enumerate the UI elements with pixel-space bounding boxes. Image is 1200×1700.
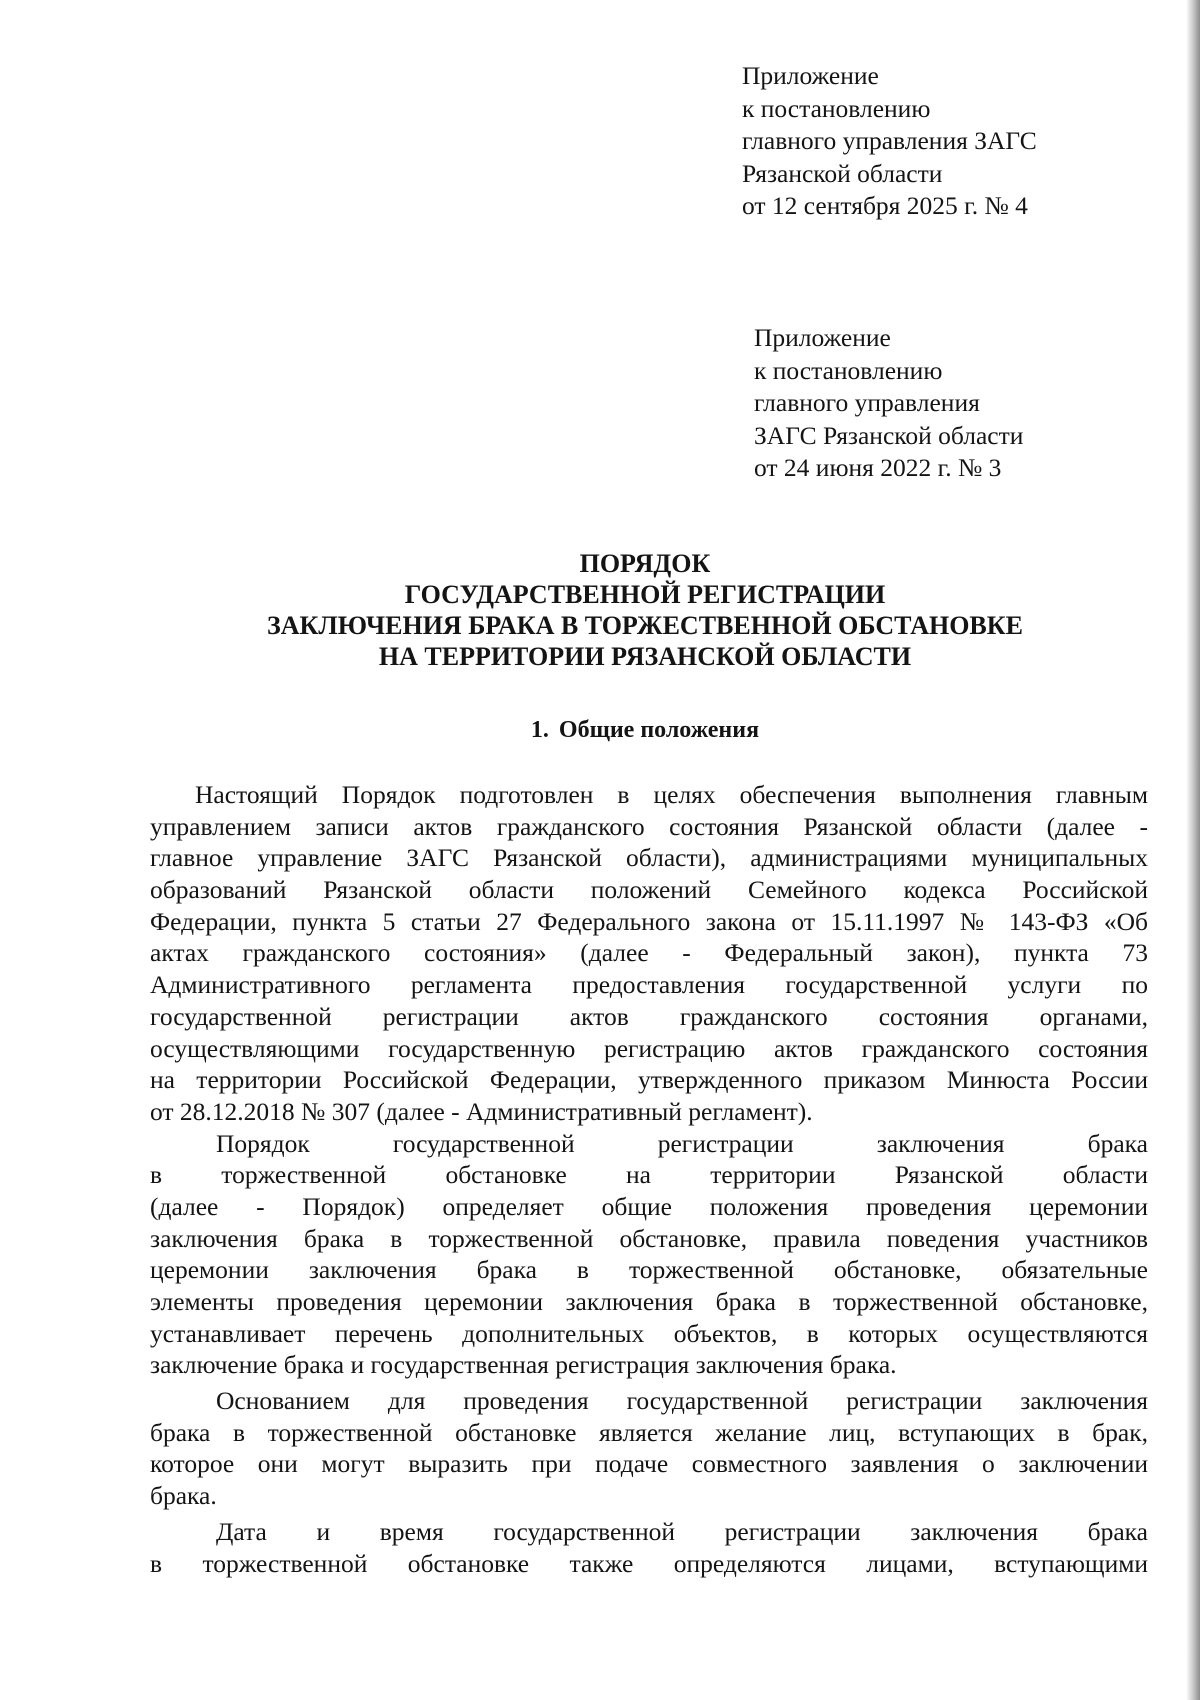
text-line: в торжественной обстановке также определяются лицами, вступающими [150,1548,1148,1578]
appendix-line: Рязанской области [742,158,943,188]
appendix-line: к постановлению [754,355,943,385]
text-line: от 28.12.2018 № 307 (далее - Административный регламент). [150,1096,813,1126]
appendix-line: к постановлению [742,93,931,123]
title-line: ГОСУДАРСТВЕННОЙ РЕГИСТРАЦИИ [404,580,886,609]
title-line: НА ТЕРРИТОРИИ РЯЗАНСКОЙ ОБЛАСТИ [378,642,912,671]
text-line: Настоящий Порядок подготовлен в целях обеспечения выполнения главным [195,780,1148,809]
paragraph-scope [150,1128,1148,1382]
text-line: государственной регистрации актов гражданского состояния органами, [150,1001,1148,1031]
text-line: образований Рязанской области положений Семейного кодекса Российской [150,875,1148,905]
appendix-line: Приложение [742,61,879,90]
appendix-line: Приложение [754,323,891,352]
text-line: Административного регламента предоставления государственной услуги по [150,970,1148,1000]
text-line: Порядок государственной регистрации заключения брака [216,1128,1148,1158]
scan-edge-shadow [1186,0,1200,1700]
paragraph-basis [150,1385,1148,1512]
section-title: Общие положения [558,717,760,743]
text-line: главное управление ЗАГС Рязанской области), администрациями муниципальных [150,843,1148,873]
title-line: ЗАКЛЮЧЕНИЯ БРАКА В ТОРЖЕСТВЕННОЙ ОБСТАНОВКЕ [267,611,1023,640]
appendix-line: ЗАГС Рязанской области [754,420,1024,450]
text-line: элементы проведения церемонии заключения брака в торжественной обстановке, [150,1287,1148,1316]
document-title [140,548,1150,672]
section-number: 1. [530,717,549,743]
text-line: на территории Российской Федерации, утвержденного приказом Минюста России [150,1065,1148,1095]
text-line: управлением записи актов гражданского состояния Рязанской области (далее - [150,811,1148,841]
paragraph-purpose [150,779,1148,1128]
paragraph-date-time [150,1516,1148,1579]
title-line: ПОРЯДОК [579,549,711,578]
text-line: которое они могут выразить при подаче совместного заявления о заключении [150,1449,1148,1479]
text-line: (далее - Порядок) определяет общие положения проведения церемонии [150,1191,1148,1221]
text-line: актах гражданского состояния» (далее - Федеральный закон), пункта 73 [150,938,1148,968]
appendix-date-line: от 12 сентября 2025 г. № 4 [742,191,1028,220]
appendix-note-current [742,60,1037,223]
appendix-note-previous [754,322,1023,485]
appendix-line: главного управления [754,388,980,417]
appendix-line: главного управления ЗАГС [742,126,1037,155]
text-line: брака. [150,1481,217,1511]
section-body [150,779,1148,1579]
text-line: Федерации, пункта 5 статьи 27 Федерального закона от 15.11.1997 № 143-ФЗ «Об [150,906,1148,936]
text-line: церемонии заключения брака в торжественной обстановке, обязательные [150,1255,1148,1285]
section-heading [140,715,1150,745]
text-line: осуществляющими государственную регистрацию актов гражданского состояния [150,1033,1148,1063]
text-line: заключения брака в торжественной обстановке, правила поведения участников [150,1223,1148,1253]
text-line: в торжественной обстановке на территории Рязанской области [150,1160,1148,1190]
text-line: Основанием для проведения государственной регистрации заключения [216,1386,1148,1416]
text-line: устанавливает перечень дополнительных объектов, в которых осуществляются [150,1318,1148,1348]
text-line: брака в торжественной обстановке является желание лиц, вступающих в брак, [150,1417,1148,1447]
text-line: заключение брака и государственная регистрация заключения брака. [150,1350,897,1380]
appendix-date-line: от 24 июня 2022 г. № 3 [754,453,1002,482]
text-line: Дата и время государственной регистрации заключения брака [216,1516,1148,1546]
